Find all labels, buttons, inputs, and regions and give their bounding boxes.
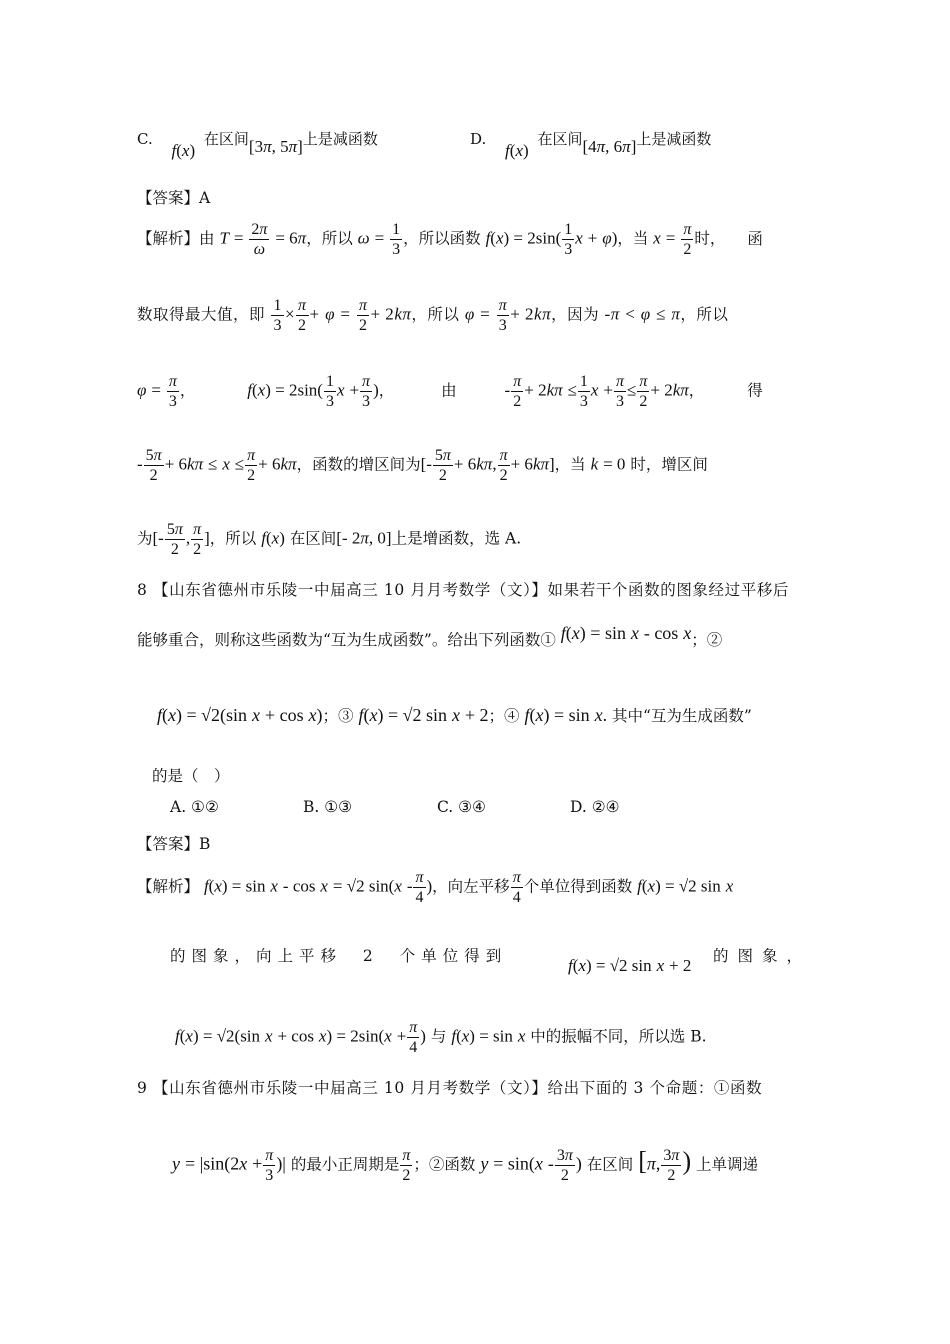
option-a: A. ①②	[170, 798, 219, 816]
option-c-q8: C. ③④	[437, 798, 486, 816]
explanation-q7-line1: 【解析】由 T = $\frac{2\pi}{\omega}$ = 6π，所以 ω = $\frac{1}{3}$ ，所以函数 f(x) = 2sin( $\frac{1}{3}$ x + φ)，当 x = $\frac{\pi}{2}$ 时， 函	[137, 221, 763, 258]
question-9-title: 9 【山东省德州市乐陵一中届高三 10 月月考数学（文）】给出下面的 3 个命题：①函数	[137, 1079, 763, 1097]
option-c: C. f(x) 在区间[3π, 5π]上是减函数	[137, 130, 378, 160]
explanation-q7-line3: φ = $\frac{\pi}{3}$ ， f(x) = 2sin( $\frac{1}{3}$ x + $\frac{\pi}{3}$ )， 由 - $\frac{\pi}{2}$ + 2kπ ≤ $\frac{1}{3}$ x + $\frac{\pi}{3}$ ≤ $\frac{\pi}{2}$ + 2kπ， 得	[137, 373, 763, 410]
explanation-q8-line3: f(x) = √2(sin x + cos x) = 2sin(x + $\frac{\pi}{4}$ ) 与 f(x) = sin x 中的振幅不同，所以选 B.	[175, 1019, 707, 1056]
question-8-line3: f(x) = √2(sin x + cos x)；③ f(x) = √2 sin x + 2；④ f(x) = sin x. 其中“互为生成函数”	[157, 705, 752, 725]
option-d: D. f(x) 在区间[4π, 6π]上是减函数	[470, 130, 712, 160]
explanation-q7-line2: 数取得最大值，即 $\frac{1}{3}$ × $\frac{\pi}{2}$ + φ = $\frac{\pi}{2}$ + 2kπ，所以 φ = $\frac{\pi}{3}$ + 2kπ，因为 -π < φ ≤ π，所以	[137, 297, 729, 334]
explanation-q7-line4: - $\frac{5\pi}{2}$ + 6kπ ≤ x ≤ $\frac{\pi}{2}$ + 6kπ，函数的增区间为[- $\frac{5\pi}{2}$ + 6kπ, $\frac{\pi}{2}$ + 6kπ]，当 k = 0 时，增区间	[137, 447, 708, 484]
answer-q7: 【答案】A	[137, 189, 211, 207]
explanation-q8-line2: 的图象，向上平移 2 个单位得到	[170, 947, 508, 965]
explanation-q8-line2-tail: 的图象，	[713, 947, 812, 965]
option-b: B. ①③	[303, 798, 353, 816]
explanation-q7-line5: 为[- $\frac{5\pi}{2}$ , $\frac{\pi}{2}$ ]，所以 f(x) 在区间[- 2π, 0]上是增函数，选 A.	[137, 521, 522, 558]
option-d-q8: D. ②④	[570, 798, 620, 816]
question-9-line2: y = |sin(2x + $\frac{\pi}{3}$ )| 的最小正周期是 $\frac{\pi}{2}$ ；②函数 y = sin(x - $\frac{3\pi}{2}$ ) 在区间 [π, $\frac{3\pi}{2}$ ) 上单调递	[172, 1146, 759, 1184]
question-8-line2: 能够重合，则称这些函数为“互为生成函数”。给出下列函数① f(x) = sin x - cos x；②	[137, 623, 723, 649]
explanation-q8-line2-formula: f(x) = √2 sin x + 2	[568, 956, 692, 975]
question-8-title: 8 【山东省德州市乐陵一中届高三 10 月月考数学（文）】如果若干个函数的图象经过平移后	[137, 581, 790, 599]
explanation-q8-line1: 【解析】 f(x) = sin x - cos x = √2 sin(x - $\frac{\pi}{4}$ )，向左平移 $\frac{\pi}{4}$ 个单位得到函数 f(x) = √2 sin x	[137, 869, 734, 906]
answer-q8: 【答案】B	[137, 835, 211, 853]
question-8-line4: 的是（ ）	[152, 767, 230, 785]
question-8-options	[170, 798, 620, 816]
